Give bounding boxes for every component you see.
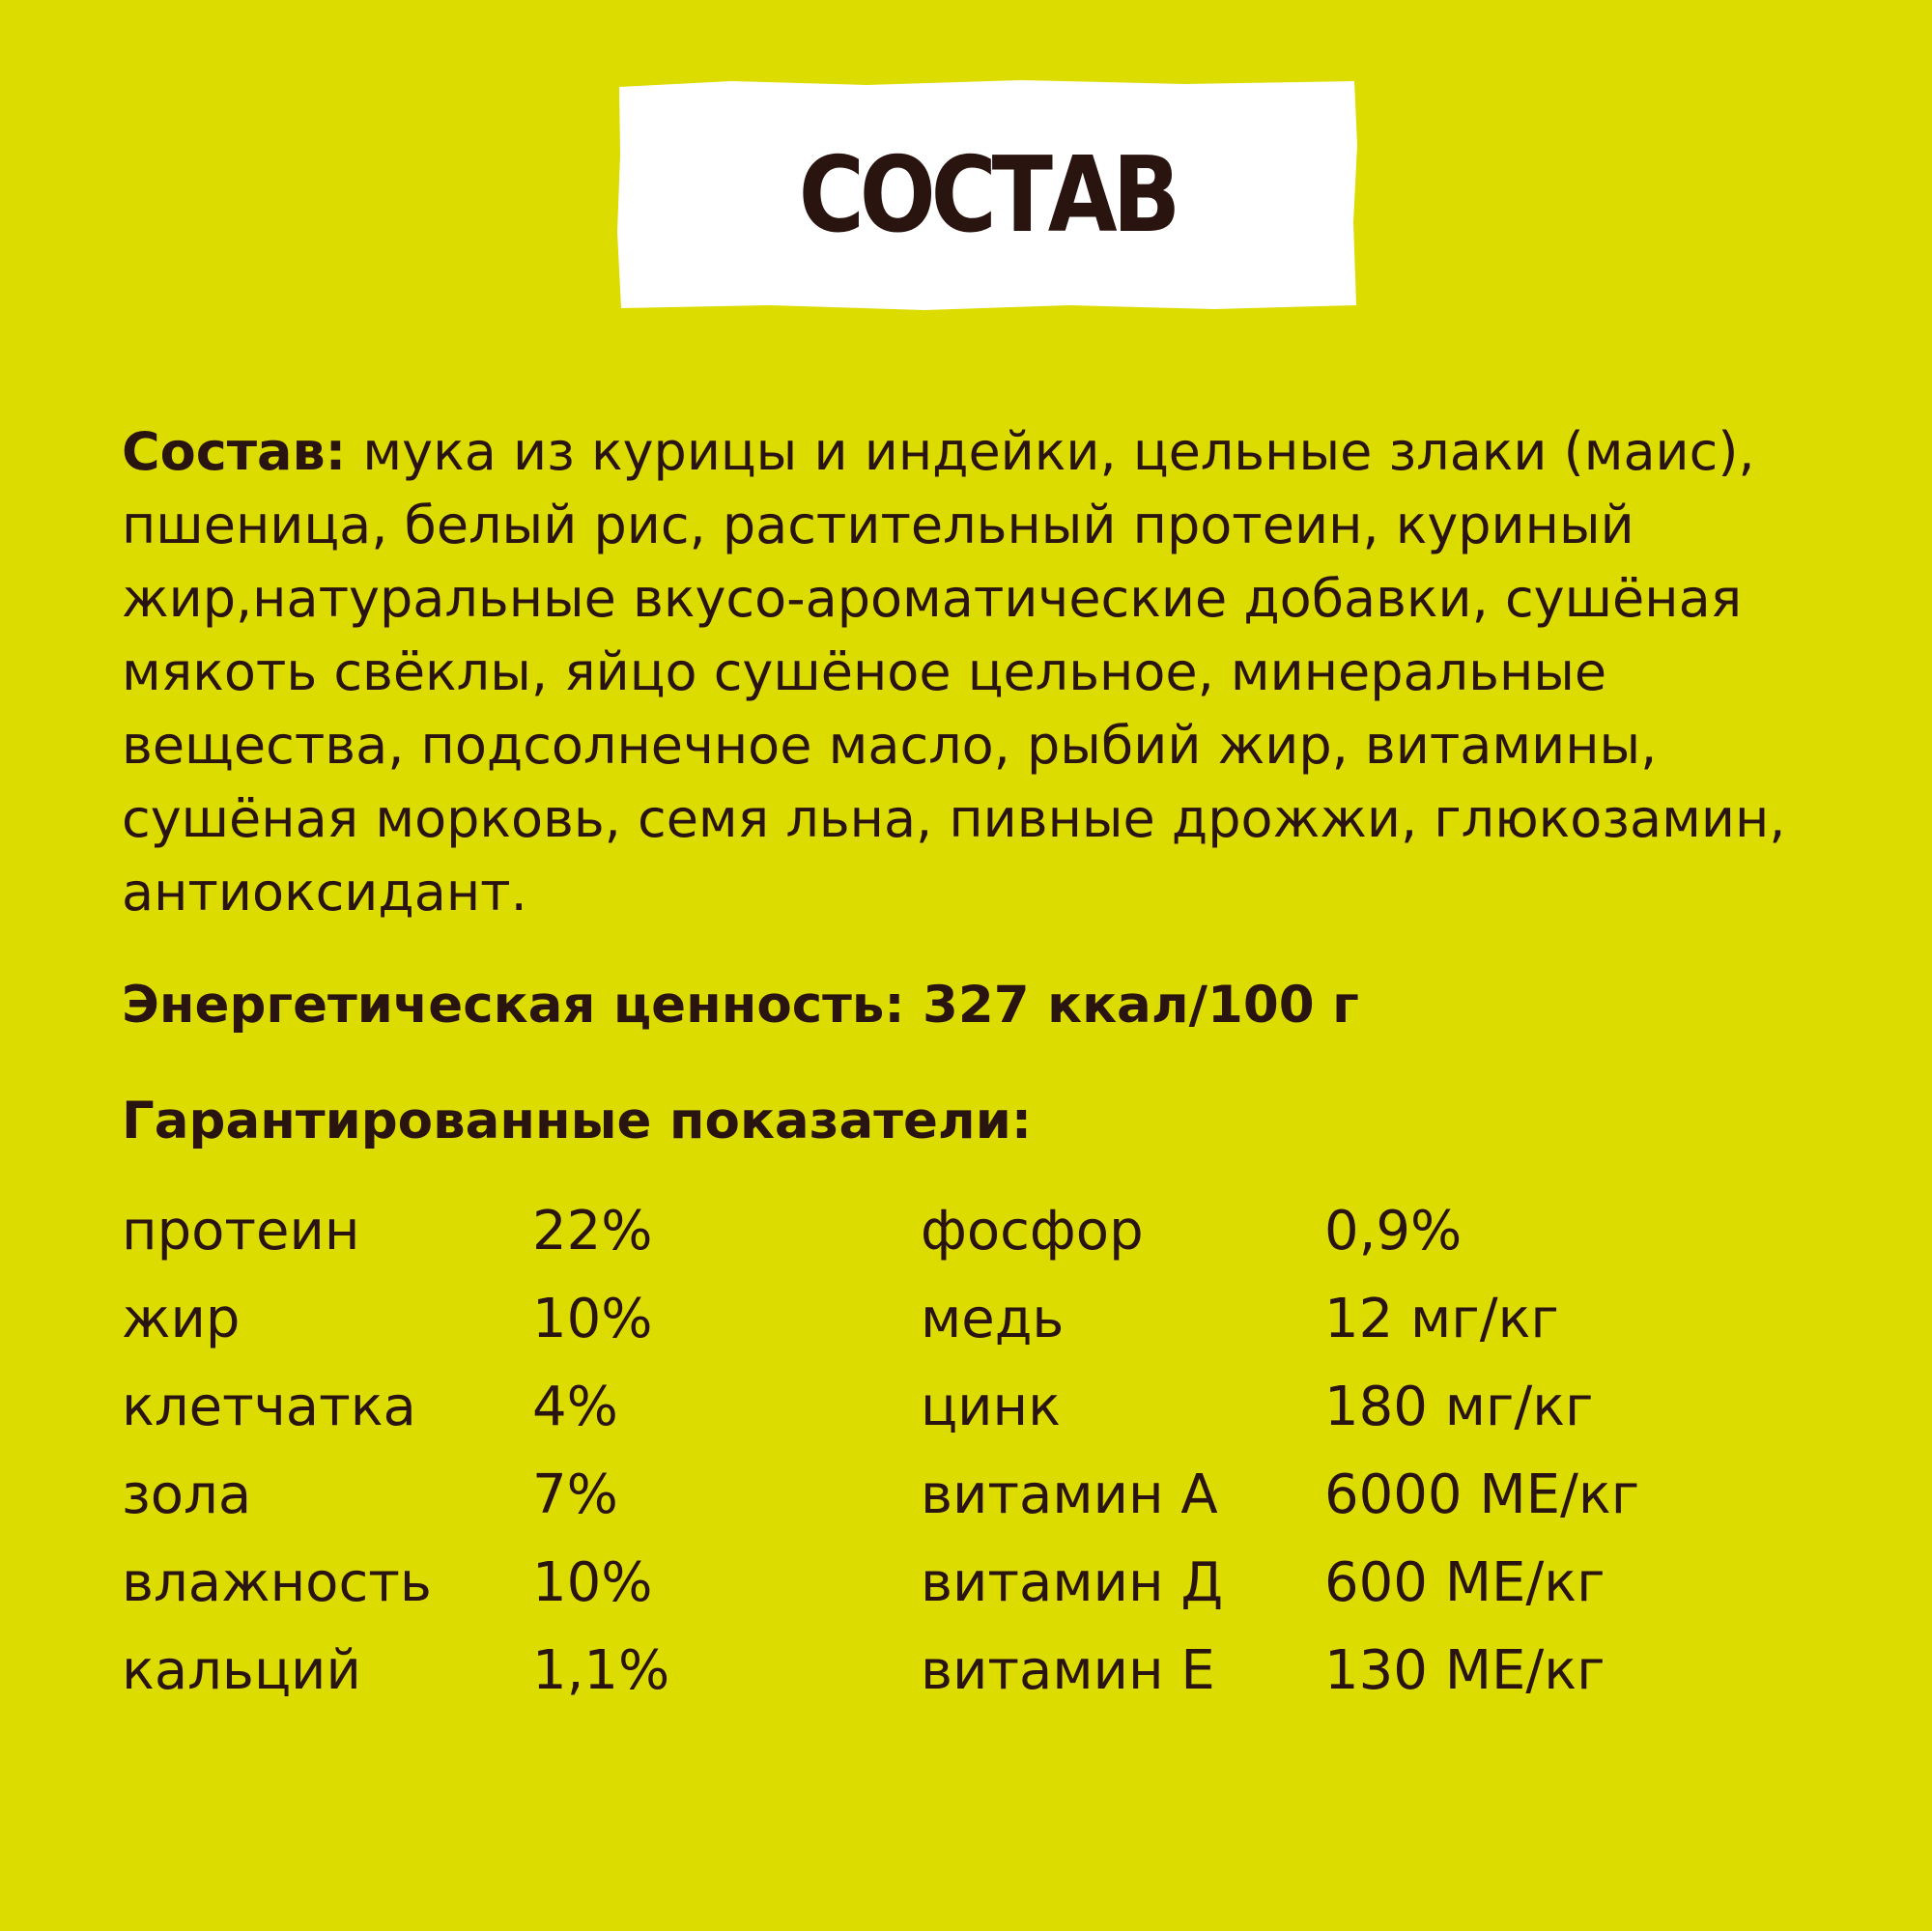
metric-value: 180 мг/кг — [1324, 1376, 1594, 1438]
guaranteed-metrics-table — [122, 1193, 1812, 1734]
metric-name: влажность — [122, 1551, 432, 1614]
metric-name: кальций — [122, 1639, 361, 1702]
metric-name: протеин — [122, 1200, 360, 1263]
metric-name: фосфор — [921, 1200, 1144, 1263]
metric-value: 0,9% — [1324, 1200, 1463, 1263]
metric-name: клетчатка — [122, 1376, 416, 1438]
metric-row — [122, 1457, 1812, 1534]
metric-row — [122, 1369, 1812, 1446]
metric-value: 12 мг/кг — [1324, 1288, 1559, 1350]
metric-name: цинк — [921, 1376, 1061, 1438]
metric-value: 1,1% — [532, 1639, 670, 1702]
metric-row — [122, 1545, 1812, 1622]
metric-name: витамин Д — [921, 1551, 1224, 1614]
metric-row — [122, 1633, 1812, 1710]
page-title: СОСТАВ — [798, 135, 1177, 256]
metric-value: 10% — [532, 1288, 653, 1350]
metric-name: зола — [122, 1463, 252, 1526]
title-box — [615, 77, 1359, 314]
guaranteed-title: Гарантированные показатели: — [122, 1092, 1033, 1150]
metric-value: 4% — [532, 1376, 618, 1438]
composition-label: Состав: — [122, 421, 347, 482]
metric-value: 130 МЕ/кг — [1324, 1639, 1605, 1702]
metric-value: 22% — [532, 1200, 653, 1263]
composition-text: мука из курицы и индейки, цельные злаки (маис), пшеница, белый рис, растительный протеин, куриный жир,натуральные вкусо-ароматические добавки, сушёная мякоть свёклы, яйцо сушёное цельное, минеральные вещества, подсолнечное масло, рыбий жир, витамины, сушёная морковь, семя льна, пивные дрожжи, глюкозамин, антиоксидант. — [122, 421, 1786, 923]
metric-row — [122, 1281, 1812, 1358]
metric-name: витамин Е — [921, 1639, 1215, 1702]
metric-value: 7% — [532, 1463, 618, 1526]
composition-paragraph — [122, 415, 1841, 929]
metric-name: витамин А — [921, 1463, 1218, 1526]
metric-value: 600 МЕ/кг — [1324, 1551, 1605, 1614]
metric-value: 10% — [532, 1551, 653, 1614]
metric-name: медь — [921, 1288, 1065, 1350]
energy-value: Энергетическая ценность: 327 ккал/100 г — [122, 976, 1359, 1035]
metric-name: жир — [122, 1288, 241, 1350]
metric-row — [122, 1193, 1812, 1270]
metric-value: 6000 МЕ/кг — [1324, 1463, 1640, 1526]
